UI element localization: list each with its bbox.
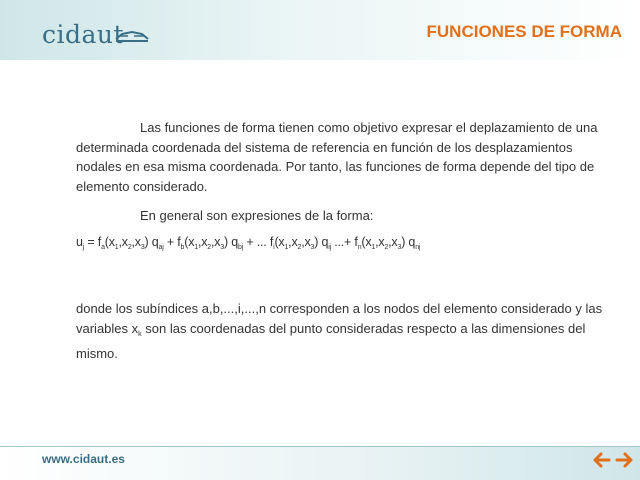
- footer-url[interactable]: www.cidaut.es: [42, 452, 125, 466]
- formula-subscript: 2: [384, 244, 389, 251]
- formula-subscript: 1: [371, 244, 376, 251]
- formula-subscript: bj: [238, 244, 244, 251]
- shape-function-formula: [76, 235, 420, 251]
- formula-text: (x: [104, 235, 115, 249]
- car-silhouette-icon: [114, 27, 150, 45]
- formula-subscript: ij: [328, 244, 331, 251]
- closing-text: son las coordenadas del punto consideradas respecto a las dimensiones del mismo.: [76, 320, 586, 361]
- formula-subscript: 1: [114, 244, 119, 251]
- formula-subscript: 2: [207, 244, 211, 251]
- formula-text: f: [97, 235, 102, 249]
- formula-subscript: i: [273, 244, 275, 251]
- formula-subscript: 1: [284, 244, 289, 251]
- formula-subscript: j: [82, 244, 85, 251]
- formula-subscript: b: [180, 244, 185, 251]
- formula-text: + f: [163, 235, 181, 249]
- closing-text: donde los subíndices a,b,...,i,...,n corresponden a los nodos del elemento considerado y las variables x: [76, 301, 603, 336]
- formula-text: ,x: [388, 235, 398, 249]
- logo-text: cidaut: [42, 20, 125, 49]
- formula-subscript: nj: [415, 244, 421, 251]
- formula-text: ,x: [375, 235, 385, 249]
- formula-text: ...+ f: [330, 235, 358, 249]
- page-title: FUNCIONES DE FORMA: [426, 22, 622, 41]
- formula-subscript: 3: [397, 244, 402, 251]
- formula-subscript: 1: [194, 244, 198, 251]
- formula-text: =: [84, 235, 98, 249]
- formula-subscript: aj: [158, 244, 164, 251]
- formula-text: ) q: [401, 235, 416, 249]
- formula-subscript: 2: [297, 244, 302, 251]
- intro-paragraph: Las funciones de forma tienen como objetivo expresar el deplazamiento de una determinada coordenada del sistema de referencia en función de los desplazamientos nodales en esa misma coordenada. Por tanto, las funciones de forma depende del tipo de elemento considerado.: [76, 120, 598, 194]
- formula-text: ,x: [197, 235, 208, 249]
- formula-text: ) q: [144, 235, 159, 249]
- closing-paragraph: [76, 299, 606, 364]
- formula-text: u: [76, 235, 83, 249]
- formula-text: ,x: [131, 235, 141, 249]
- formula-text: + ... f: [243, 235, 274, 249]
- formula-subscript: 2: [127, 244, 132, 251]
- arrow-right-icon[interactable]: [614, 450, 634, 470]
- formula-subscript: 3: [310, 244, 315, 251]
- formula-subscript: 3: [140, 244, 145, 251]
- general-expression-label: En general son expresiones de la forma:: [140, 208, 374, 223]
- formula-text: ,x: [118, 235, 128, 249]
- formula-subscript: a: [101, 244, 105, 251]
- formula-subscript: 3: [220, 244, 225, 251]
- formula-text: ) q: [224, 235, 239, 249]
- formula-text: (x: [184, 235, 195, 249]
- formula-text: ) q: [314, 235, 329, 249]
- formula-text: ,x: [288, 235, 298, 249]
- formula-text: (x: [274, 235, 285, 249]
- formula-text: (x: [361, 235, 372, 249]
- content-area: [76, 118, 606, 196]
- arrow-left-icon[interactable]: [592, 450, 612, 470]
- closing-subscript: k: [138, 330, 142, 338]
- formula-text: ,x: [210, 235, 221, 249]
- formula-subscript: n: [357, 244, 362, 251]
- formula-text: ,x: [301, 235, 311, 249]
